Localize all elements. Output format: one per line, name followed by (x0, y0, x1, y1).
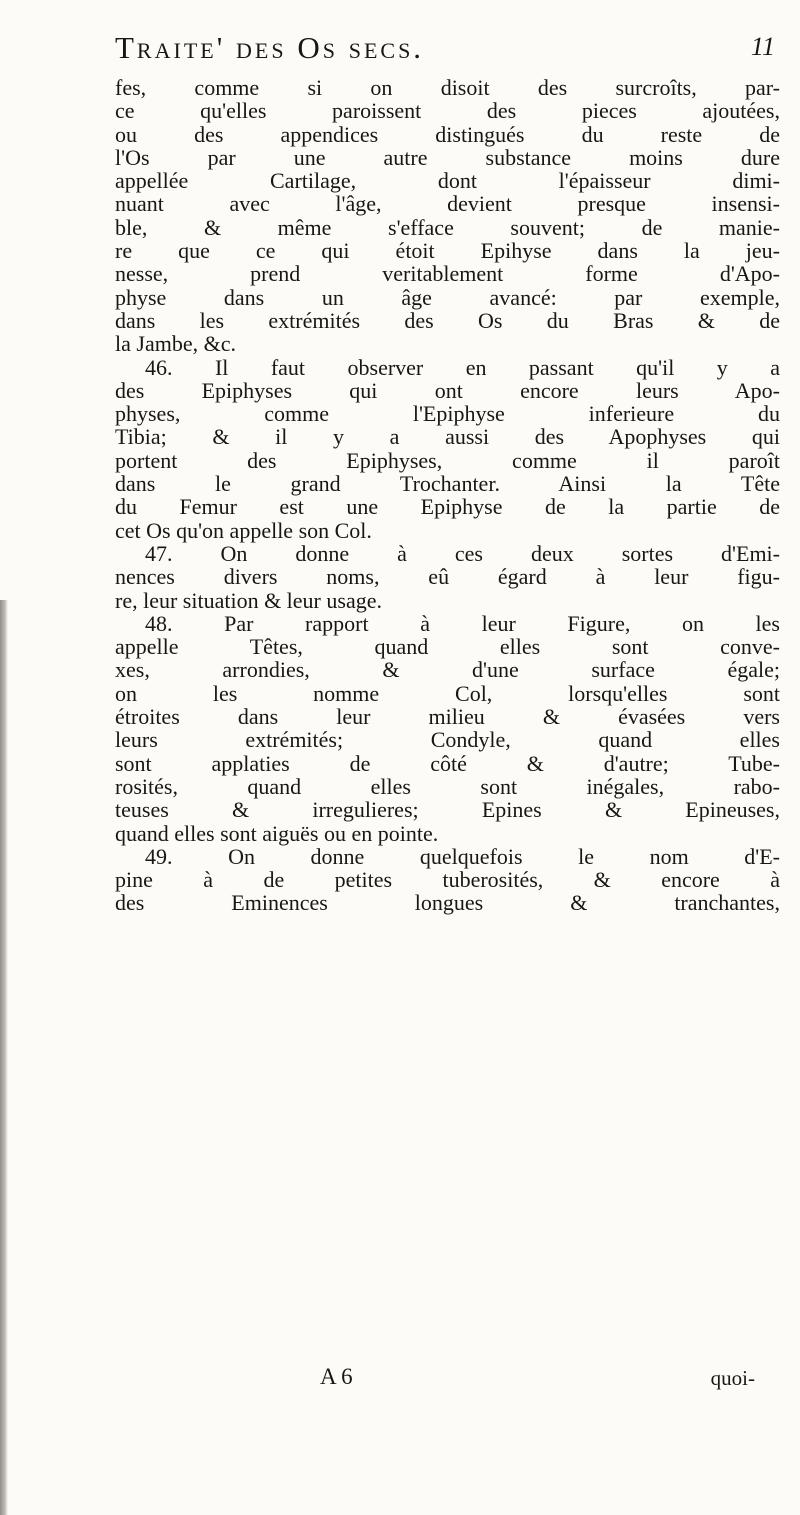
catchword: quoi- (710, 1366, 755, 1390)
text-line: physes, comme l'Epiphyse inferieure du (115, 401, 780, 427)
text-line: ou des appendices distingués du reste de (115, 121, 780, 147)
text-line: ce qu'elles paroissent des pieces ajoutées, (115, 98, 780, 124)
text-line: appellée Cartilage, dont l'épaisseur dimi- (115, 168, 780, 194)
text-line: leurs extrémités; Condyle, quand elles (115, 727, 780, 753)
paragraph-47-start: 47. On donne à ces deux sortes d'Emi- (145, 540, 780, 566)
page-number: 11 (750, 32, 775, 61)
text-line: quand elles sont aiguës ou en pointe. (115, 820, 439, 846)
body-text (115, 76, 780, 915)
paragraph-46-start: 46. Il faut observer en passant qu'il y a (145, 354, 780, 380)
text-line: xes, arrondies, & d'une surface égale; (115, 657, 780, 683)
text-line: portent des Epiphyses, comme il paroît (115, 447, 780, 473)
text-line: rosités, quand elles sont inégales, rabo- (115, 773, 780, 799)
text-line: physe dans un âge avancé: par exemple, (115, 284, 780, 310)
text-line: re, leur situation & leur usage. (115, 587, 382, 613)
signature-mark: A 6 (320, 1364, 353, 1389)
text-line: des Epiphyses qui ont encore leurs Apo- (115, 377, 780, 403)
text-line: des Eminences longues & tranchantes, (115, 890, 780, 916)
page-header (115, 30, 775, 70)
text-line: pine à de petites tuberosités, & encore à (115, 867, 780, 893)
text-line: étroites dans leur milieu & évasées vers (115, 704, 780, 730)
paragraph-49-start: 49. On donne quelquefois le nom d'E- (145, 843, 780, 869)
text-line: teuses & irregulieres; Epines & Epineuses, (115, 797, 780, 823)
text-line: l'Os par une autre substance moins dure (115, 144, 780, 170)
text-line: fes, comme si on disoit des surcroîts, par- (115, 75, 780, 100)
page-footer (115, 1364, 780, 1394)
text-line: dans les extrémités des Os du Bras & de (115, 307, 780, 333)
running-title: Traite' des Os secs. (115, 30, 425, 65)
text-line: appelle Têtes, quand elles sont conve- (115, 634, 780, 660)
text-line: ble, & même s'efface souvent; de manie- (115, 214, 780, 240)
text-line: nences divers noms, eû égard à leur figu- (115, 564, 780, 590)
text-line: re que ce qui étoit Epihyse dans la jeu- (115, 238, 780, 264)
text-line: dans le grand Trochanter. Ainsi la Tête (115, 471, 780, 497)
text-line: nesse, prend veritablement forme d'Apo- (115, 261, 780, 287)
page-edge-shadow (0, 600, 8, 1515)
text-line: on les nomme Col, lorsqu'elles sont (115, 680, 780, 706)
text-line: du Femur est une Epiphyse de la partie de (115, 494, 780, 520)
text-line: sont applaties de côté & d'autre; Tube- (115, 750, 780, 776)
paragraph-48-start: 48. Par rapport à leur Figure, on les (145, 610, 780, 636)
text-line: nuant avec l'âge, devient presque insensi- (115, 191, 780, 217)
text-line: la Jambe, &c. (115, 331, 236, 357)
text-line: cet Os qu'on appelle son Col. (115, 517, 372, 543)
text-line: Tibia; & il y a aussi des Apophyses qui (115, 424, 780, 450)
